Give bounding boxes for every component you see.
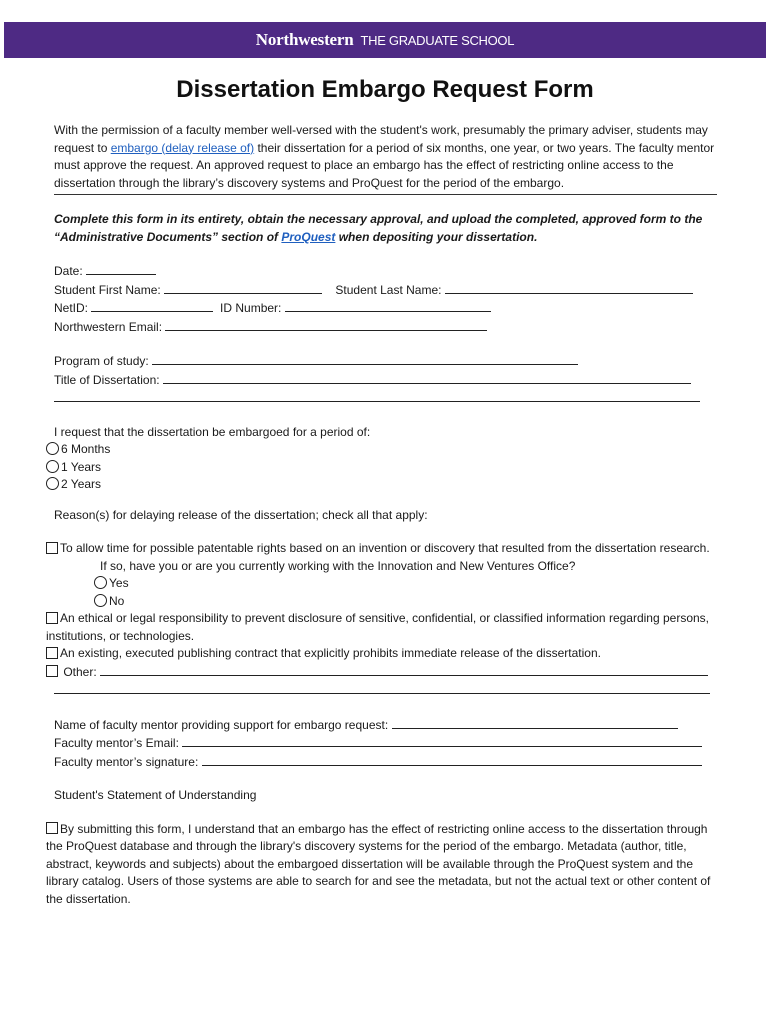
intro-text-2: their dissertation for a period of six months, one year, or two years. The faculty mentor must approve the request. An approved request to place an embargo has the effect of restricting online access to the dissertation through the library’s discovery systems and ProQuest for the period of the embargo.	[54, 140, 715, 190]
intro-paragraph	[54, 122, 717, 195]
no-label: No	[109, 593, 125, 608]
radio-icon[interactable]	[94, 576, 107, 589]
option-label: 6 Months	[61, 442, 111, 456]
checkbox-icon[interactable]	[46, 542, 58, 554]
reason-patent-label: To allow time for possible patentable rights based on an invention or discovery that resulted from the dissertation research.	[60, 541, 710, 555]
checkbox-icon[interactable]	[46, 822, 58, 834]
id-number-label: ID Number:	[220, 301, 282, 315]
last-name-label: Student Last Name:	[335, 282, 442, 297]
mentor-name-input[interactable]	[392, 716, 678, 729]
graduate-school-label: THE GRADUATE SCHOOL	[360, 32, 515, 48]
first-name-input[interactable]	[164, 281, 322, 294]
dissertation-title-input[interactable]	[163, 371, 691, 384]
mentor-email-field	[54, 734, 719, 753]
patent-yes[interactable]	[94, 575, 719, 593]
radio-icon[interactable]	[94, 594, 107, 607]
patent-no[interactable]	[94, 593, 719, 611]
intro-text-1: With the permission of a faculty member well-versed with the student's work, presumably the primary adviser, students may request to	[54, 123, 708, 155]
header-banner	[4, 22, 766, 58]
date-input[interactable]	[86, 262, 156, 275]
checkbox-icon[interactable]	[46, 647, 58, 659]
page-title: Dissertation Embargo Request Form	[176, 76, 594, 103]
reason-contract-label: An existing, executed publishing contract that explicitly prohibits immediate release of the dissertation.	[60, 646, 601, 660]
option-label: 1 Years	[61, 459, 102, 474]
other-line-2	[54, 681, 719, 700]
reason-ethical[interactable]	[46, 610, 719, 645]
instructions-text-2: when depositing your dissertation.	[335, 229, 538, 244]
email-label: Northwestern Email:	[54, 319, 163, 334]
date-field	[54, 262, 719, 281]
first-name-label: Student First Name:	[54, 282, 161, 297]
radio-icon[interactable]	[46, 442, 59, 455]
mentor-signature-field	[54, 753, 719, 772]
mentor-signature-label: Faculty mentor’s signature:	[54, 754, 199, 769]
netid-input[interactable]	[91, 299, 213, 312]
reason-other-label: Other:	[63, 664, 97, 679]
id-number-input[interactable]	[285, 299, 491, 312]
mentor-email-label: Faculty mentor’s Email:	[54, 736, 179, 750]
radio-icon[interactable]	[46, 460, 59, 473]
other-input[interactable]	[100, 663, 708, 676]
reason-other[interactable]	[46, 663, 719, 682]
option-label: 2 Years	[61, 477, 102, 491]
northwestern-logo: Northwestern	[255, 30, 354, 49]
proquest-link[interactable]: ProQuest	[281, 229, 336, 244]
last-name-input[interactable]	[445, 281, 693, 294]
period-option-1-year[interactable]	[46, 459, 719, 477]
instructions-text-1: Complete this form in its entirety, obtain the necessary approval, and upload the completed, approved form to the “Administrative Documents” section of	[54, 212, 703, 244]
form-body	[46, 122, 719, 908]
statement-heading: Student's Statement of Understanding	[54, 788, 257, 802]
dissertation-title-label: Title of Dissertation:	[54, 372, 160, 387]
program-field	[54, 352, 719, 371]
mentor-signature-input[interactable]	[202, 753, 702, 766]
patent-followup: If so, have you or are you currently working with the Innovation and New Ventures Office?	[100, 558, 576, 573]
reason-contract[interactable]	[46, 645, 719, 663]
date-label: Date:	[54, 264, 83, 278]
dissertation-title-input-2[interactable]	[54, 389, 700, 402]
embargo-link[interactable]: embargo (delay release of)	[110, 140, 255, 155]
other-input-2[interactable]	[54, 681, 710, 694]
period-option-2-years[interactable]	[46, 476, 719, 494]
reason-patent[interactable]	[46, 540, 719, 558]
checkbox-icon[interactable]	[46, 665, 58, 677]
email-field	[54, 318, 719, 337]
yes-label: Yes	[109, 576, 129, 590]
mentor-name-label: Name of faculty mentor providing support for embargo request:	[54, 717, 389, 732]
dissertation-title-field	[54, 371, 719, 390]
program-label: Program of study:	[54, 354, 149, 368]
instructions-paragraph	[54, 211, 719, 246]
name-fields	[54, 281, 719, 300]
reasons-prompt: Reason(s) for delaying release of the dissertation; check all that apply:	[54, 507, 428, 522]
period-prompt: I request that the dissertation be embargoed for a period of:	[54, 424, 371, 439]
period-option-6-months[interactable]	[46, 441, 719, 459]
email-input[interactable]	[165, 318, 487, 331]
statement-text: By submitting this form, I understand that an embargo has the effect of restricting online access to the dissertation through the ProQuest database and through the library's discovery systems for the period of the embargo. Metadata (author, title, abstract, keywords and subjects) about the embargoed dissertation will be available through the ProQuest system and the library catalog. Users of those systems are able to search for and see the metadata, but not the actual text or other content of the dissertation.	[46, 821, 711, 906]
program-input[interactable]	[152, 352, 578, 365]
radio-icon[interactable]	[46, 477, 59, 490]
netid-label: NetID:	[54, 301, 89, 315]
mentor-name-field	[54, 716, 719, 735]
checkbox-icon[interactable]	[46, 612, 58, 624]
reason-ethical-label: An ethical or legal responsibility to prevent disclosure of sensitive, confidential, or classified information regarding persons, institutions, or technologies.	[46, 611, 710, 643]
statement-agreement[interactable]	[46, 821, 719, 909]
mentor-email-input[interactable]	[182, 734, 702, 747]
id-fields	[54, 299, 719, 318]
dissertation-title-line-2	[54, 389, 719, 408]
